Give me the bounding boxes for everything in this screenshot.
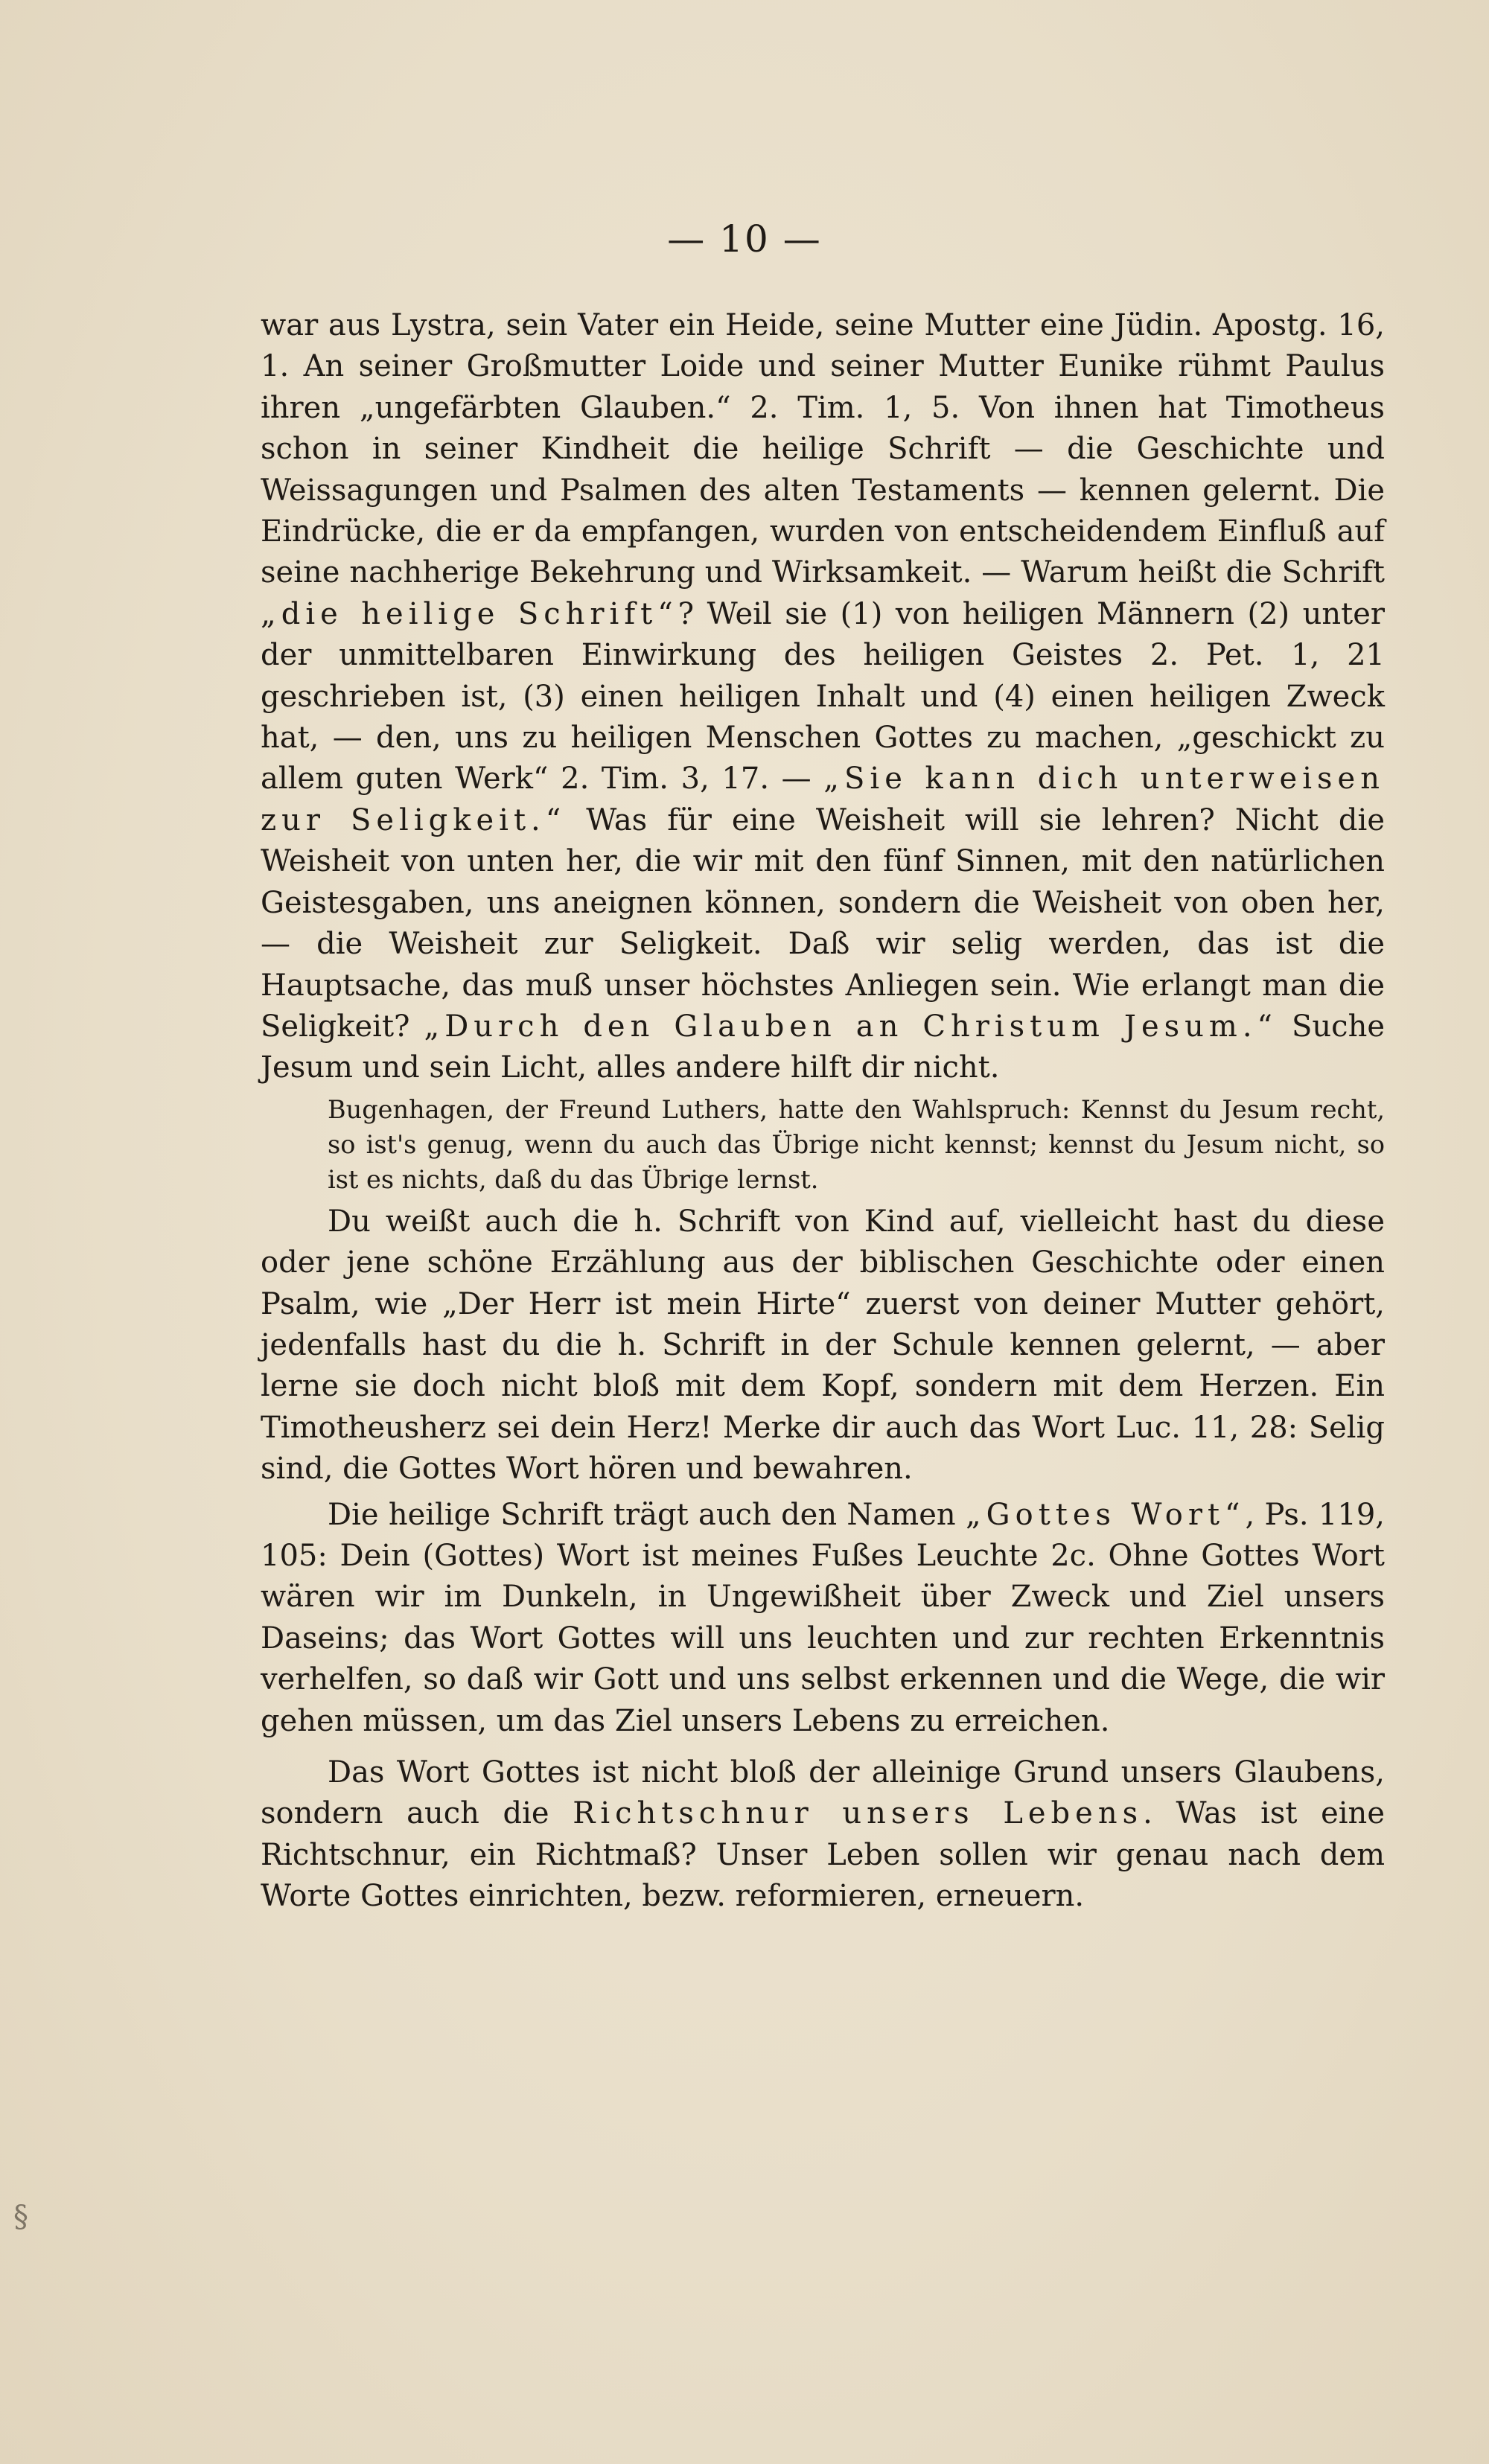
- page-number: — 10 —: [667, 217, 822, 261]
- quote-bugenhagen: Bugenhagen, der Freund Luthers, hatte den Wahlspruch: Kennst du Jesum recht, so ist's genug, wenn du auch das Übrige nicht kennst; kennst du Jesum nicht, so ist es nichts, daß du das Übrige lernst.: [328, 1094, 1385, 1194]
- spaced-emphasis: „die heilige Schrift“: [261, 596, 678, 631]
- text-run: Das Wort Gottes ist nicht bloß der alleinige Grund unsers Glaubens, sondern auch die: [261, 1755, 1385, 1831]
- text-run: Suche Jesum und sein Licht, alles andere hilft dir nicht.: [261, 1009, 1386, 1085]
- text-run: war aus Lystra, sein Vater ein Heide, seine Mutter eine Jüdin. Apostg. 16, 1. An seiner Großmutter Loide und seiner Mutter Eunike rühmt Paulus ihren „ungefärbten Glauben.“ 2. Tim. 1, 5. Von ihnen hat Timotheus schon in seiner Kindheit die heilige Schrift — die Geschichte und Weissagungen und Psalmen des alten Testaments — kennen gelernt. Die Eindrücke, die er da empfangen, wurden von entscheidendem Einfluß auf seine nachherige Bekehrung und Wirksamkeit. — Warum heißt die Schrift: [261, 308, 1385, 590]
- spaced-emphasis: „Durch den Glauben an Christum Jesum.“: [424, 1009, 1278, 1044]
- spaced-emphasis: „Sie kann dich unterweisen zur Seligkeit.“: [261, 762, 1385, 837]
- text-run: , Ps. 119, 105: Dein (Gottes) Wort ist meines Fußes Leuchte 2c. Ohne Gottes Wort wären wir im Dunkeln, in Ungewißheit über Zweck und Ziel unsers Daseins; das Wort Gottes will uns leuchten und zur rechten Erkenntnis verhelfen, so daß wir Gott und uns selbst erkennen und die Wege, die wir gehen müssen, um das Ziel unsers Lebens zu erreichen.: [261, 1497, 1385, 1738]
- body-text: [261, 305, 1385, 1918]
- paragraph-timotheus: [261, 305, 1385, 1089]
- text-run: . Was ist eine Richtschnur, ein Richtmaß? Unser Leben sollen wir genau nach dem Worte Gottes einrichten, bezw. reformieren, erneuern.: [261, 1796, 1385, 1914]
- paragraph-gottes-wort: [261, 1495, 1385, 1742]
- paragraph-herz: Du weißt auch die h. Schrift von Kind auf, vielleicht hast du diese oder jene schöne Erzählung aus der biblischen Geschichte oder einen Psalm, wie „Der Herr ist mein Hirte“ zuerst von deiner Mutter gehört, jedenfalls hast du die h. Schrift in der Schule kennen gelernt, — aber lerne sie doch nicht bloß mit dem Kopf, sondern mit dem Herzen. Ein Timotheusherz sei dein Herz! Merke dir auch das Wort Luc. 11, 28: Selig sind, die Gottes Wort hören und bewahren.: [261, 1204, 1385, 1487]
- text-run: Die heilige Schrift trägt auch den Namen: [328, 1497, 966, 1532]
- spaced-emphasis: „Gottes Wort“: [965, 1497, 1246, 1532]
- spaced-emphasis: Richtschnur unsers Lebens: [573, 1796, 1144, 1831]
- text-run: Was für eine Weisheit will sie lehren? Nicht die Weisheit von unten her, die wir mit den fünf Sinnen, mit den natürlichen Geistesgaben, uns aneignen können, sondern die Weisheit von oben her, — die Weisheit zur Seligkeit. Daß wir selig werden, das ist die Hauptsache, das muß unser höchstes Anliegen sein. Wie erlangt man die Seligkeit?: [261, 802, 1385, 1044]
- margin-mark: §: [13, 2200, 28, 2234]
- text-run: ? Weil sie (1) von heiligen Männern (2) unter der unmittelbaren Einwirkung des heiligen Geistes 2. Pet. 1, 21 geschrieben ist, (3) einen heiligen Inhalt und (4) einen heiligen Zweck hat, — den, uns zu heiligen Menschen Gottes zu machen, „geschickt zu allem guten Werk“ 2. Tim. 3, 17. —: [261, 596, 1385, 797]
- paragraph-richtschnur: [261, 1752, 1385, 1918]
